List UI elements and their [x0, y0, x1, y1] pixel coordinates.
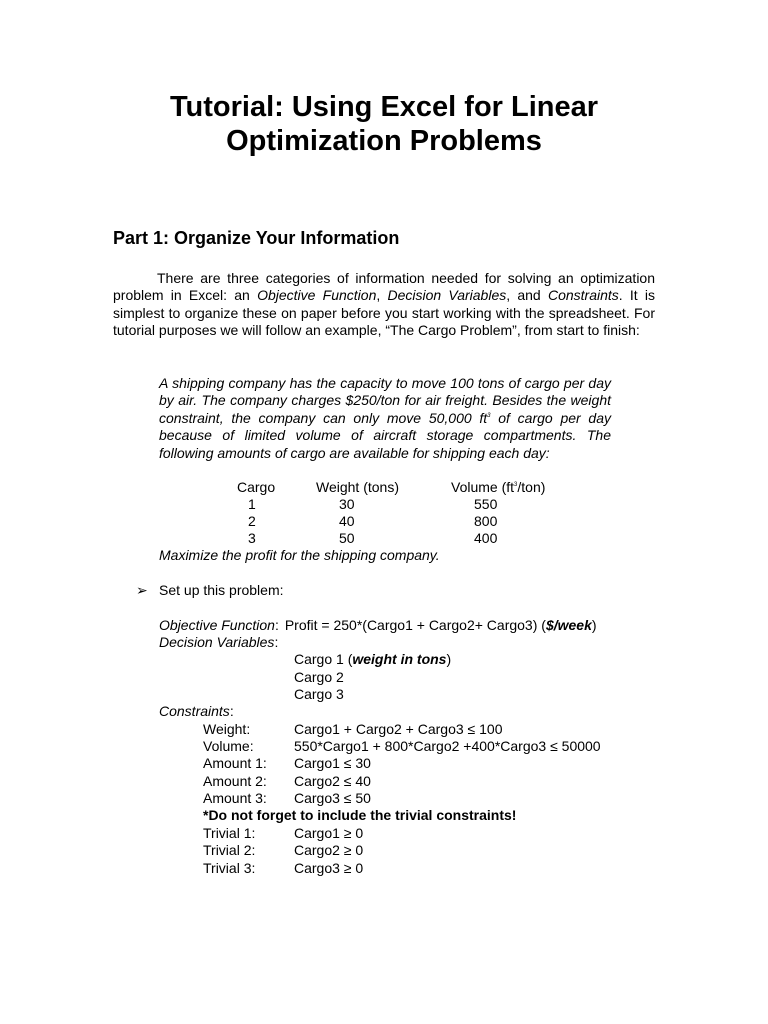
trivial-constraint-expression: Cargo1 ≥ 0: [294, 825, 364, 841]
page-title: [0, 90, 768, 158]
trivial-constraint-label: Trivial 3:: [203, 860, 256, 876]
constraint-expression: Cargo1 + Cargo2 + Cargo3 ≤ 100: [294, 721, 503, 737]
table-cell: 3: [248, 530, 256, 546]
term-constraints: Constraints: [547, 287, 619, 304]
trivial-constraint-label: Trivial 2:: [203, 842, 256, 858]
term-decision-variables: Decision Variables: [387, 287, 507, 304]
constraint-label: Amount 2:: [203, 773, 267, 789]
constraint-label: Volume:: [203, 738, 254, 754]
decision-variable-2: Cargo 2: [294, 669, 344, 685]
trivial-constraint-expression: Cargo3 ≥ 0: [294, 860, 364, 876]
title-line-1: Tutorial: Using Excel for Linear: [169, 91, 599, 123]
decision-variables-label: Decision Variables:: [159, 634, 279, 650]
intro-paragraph: There are three categories of information needed for solving an optimization problem in Excel: an Objective Function, Decision Variables, and Constraints. It is simplest to organize these on paper before you start working with the spreadsheet. For tutorial purposes we will follow an example, “The Cargo Problem”, from start to finish:: [113, 270, 655, 339]
trivial-constraints-note: *Do not forget to include the trivial constraints!: [203, 807, 517, 823]
constraints-label: Constraints:: [159, 703, 234, 719]
table-cell: 550: [474, 496, 498, 512]
trivial-constraint-expression: Cargo2 ≥ 0: [294, 842, 364, 858]
table-cell: 30: [339, 496, 355, 512]
constraint-label: Amount 1:: [203, 755, 267, 771]
table-cell: 400: [474, 530, 498, 546]
problem-goal: Maximize the profit for the shipping company.: [159, 547, 440, 563]
table-cell: 2: [248, 513, 256, 529]
constraint-expression: Cargo3 ≤ 50: [294, 790, 371, 806]
section-heading: Part 1: Organize Your Information: [113, 228, 400, 248]
constraint-expression: Cargo2 ≤ 40: [294, 773, 371, 789]
constraint-expression: Cargo1 ≤ 30: [294, 755, 371, 771]
table-header-volume: Volume $(ft^3/ton)$: [451, 479, 546, 495]
problem-statement: A shipping company has the capacity to move 100 tons of cargo per day by air. The company charges $250/ton for air freight. Besides the weight constraint, the company can only move 50,000 $ft^3$ of cargo per day because of limited volume of aircraft storage compartments. The following amounts of cargo are available for shipping each day:: [159, 375, 612, 461]
decision-variable-1: Cargo 1 (weight in tons): [294, 651, 452, 667]
table-cell: 800: [474, 513, 498, 529]
decision-variable-3: Cargo 3: [294, 686, 344, 702]
table-header-cargo: Cargo: [237, 479, 276, 495]
table-cell: 1: [248, 496, 256, 512]
trivial-constraint-label: Trivial 1:: [203, 825, 256, 841]
arrowhead-bullet-icon: ➢: [136, 582, 148, 598]
table-cell: 50: [339, 530, 355, 546]
constraint-label: Weight:: [203, 721, 251, 737]
title-line-2: Optimization Problems: [226, 125, 542, 157]
constraint-expression: 550*Cargo1 + 800*Cargo2 +400*Cargo3 ≤ 50000: [294, 738, 601, 754]
constraint-label: Amount 3:: [203, 790, 267, 806]
objective-function-line: Objective Function: Profit = 250*(Cargo1 + Cargo2+ Cargo3) ($/week): [159, 617, 597, 633]
table-cell: 40: [339, 513, 355, 529]
term-objective-function: Objective Function: [257, 287, 377, 304]
bullet-text: Set up this problem:: [159, 582, 284, 598]
table-header-weight: Weight (tons): [316, 479, 399, 495]
